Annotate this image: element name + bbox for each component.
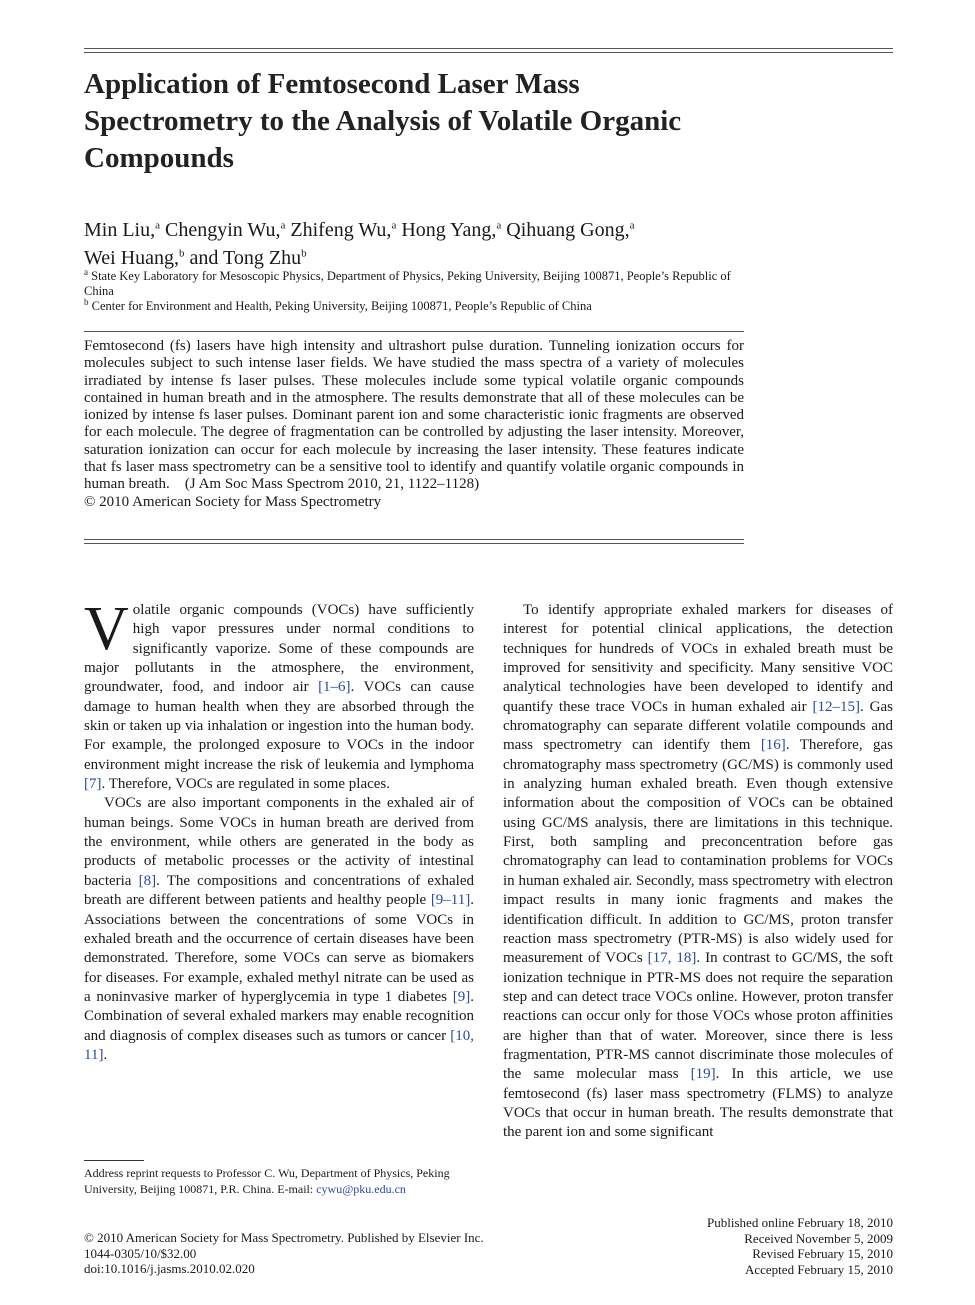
abstract-text: Femtosecond (fs) lasers have high intensity and ultrashort pulse duration. Tunneling ionization occurs for molecules subject to such intense laser fields. We have studied the mass spectra of a variety of molecules irradiated by intense fs laser pulses. These molecules include some typical volatile organic compounds contained in human breath and in the atmosphere. The results demonstrate that all of these molecules can be ionized by intense fs laser pulses. Dominant parent ion and some characteristic ionic fragments are observed for each molecule. The degree of fragmentation can be controlled by adjusting the laser intensity. Moreover, saturation ionization can occur for each molecule by increasing the laser intensity. These features indicate that fs laser mass spectrometry can be a sensitive tool to identify and quantify volatile organic compounds in human breath. [84,338,744,493]
author: and Tong Zhu$^b$ [189,247,307,270]
received-date: Received November 5, 2009 [744,1230,893,1246]
intro-paragraph-2 [84,794,474,1065]
dates-footer [593,1215,893,1277]
author: Qihuang Gong,$^a$ [506,218,635,241]
abstract-bottom-rule-2 [84,543,744,544]
citation-link[interactable]: [9–11] [430,892,471,909]
citation-link[interactable]: [16] [760,737,786,754]
abstract-copyright: © 2010 American Society for Mass Spectrometry [84,493,382,510]
abstract-top-rule [84,331,744,332]
author: Min Liu,$^a$ [84,218,161,241]
citation-link[interactable]: [1–6] [318,679,351,696]
affiliation-b: $^b$ Center for Environment and Health, Peking University, Beijing 100871, People’s Republic of China [84,297,592,314]
intro-paragraph-1 [84,595,474,794]
revised-date: Revised February 15, 2010 [752,1246,893,1261]
email-link[interactable]: cywu@pku.edu.cn [316,1181,406,1196]
author: Zhifeng Wu,$^a$ [290,218,397,241]
copyright-line: © 2010 American Society for Mass Spectrometry. Published by Elsevier Inc. [84,1230,484,1245]
body-text: . Gas chromatography can separate different volatile compounds and mass spectrometry can identify them [503,698,893,754]
author: Wei Huang,$^b$ [84,247,185,270]
body-text: . Therefore, gas chromatography mass spectrometry (GC/MS) is commonly used in analyzing human exhaled breath. Even though extensive information about the composition of VOCs can be obtained using GC/MS analysis, there are limitations in this technique. First, both sampling and preconcentration before gas chromatography can lead to contamination problems for VOCs in human exhaled air. Secondly, mass spectrometry with electron impact results in many ionic fragments and makes the identification difficult. In addition to GC/MS, proton transfer reaction mass spectrometry (PTR-MS) is also widely used for measurement of VOCs [503,737,893,967]
left-column [84,595,475,1065]
author-list [84,213,744,270]
body-text: . Therefore, VOCs are regulated in some places. [101,776,391,793]
top-rule-2 [84,52,893,53]
publisher-footer [84,1230,604,1277]
accepted-date: Accepted February 15, 2010 [744,1261,893,1277]
body-text: olatile organic compounds (VOCs) have sufficiently high vapor pressures under normal conditions to significantly vaporize. Some of these compounds are major pollutants in the atmosphere, the environment, groundwater, food, and indoor air [84,602,474,696]
drop-cap: V [84,595,129,663]
article-title: Application of Femtosecond Laser Mass Spectrometry to the Analysis of Volatile Organic Compounds [84,68,682,174]
body-text: . VOCs can cause damage to human health when they are absorbed through the skin or taken up via inhalation or ingestion into the human body. For example, the prolonged exposure to VOCs in the indoor environment might increase the risk of leukemia and lymphoma [84,679,474,773]
published-online-date: Published online February 18, 2010 [707,1215,893,1230]
author: Hong Yang,$^a$ [401,218,502,241]
issn-price: 1044-0305/10/$32.00 [84,1245,197,1261]
right-column [503,601,893,1143]
citation-link[interactable]: [10, 11] [84,1027,474,1063]
top-rule [84,48,893,49]
affiliation-a: $^a$ State Key Laboratory for Mesoscopic Physics, Department of Physics, Peking University, Beijing 100871, People’s Republic of China [84,267,731,299]
abstract [84,338,744,511]
body-text: . In contrast to GC/MS, the soft ionization technique in PTR-MS does not require the separation step and can detect trace VOCs online. However, proton transfer reactions can occur only for those VOCs whose proton affinities are higher than that of water. Moreover, since there is less fragmentation, PTR-MS cannot discriminate those molecules of the same molecular mass [503,950,893,1083]
body-text: . [103,1046,108,1063]
body-text: . Associations between the concentrations of some VOCs in exhaled breath and the occurrence of certain diseases have been demonstrated. Therefore, some VOCs can serve as biomakers for diseases. For example, exhaled methyl nitrate can be used as a noninvasive marker of hyperglycemia in type 1 diabetes [84,892,474,1005]
citation-link[interactable]: [19] [690,1066,716,1083]
citation-link[interactable]: [7] [84,776,102,793]
body-text: VOCs are also important components in the exhaled air of human beings. Some VOCs in human breath are derived from the environment, while others are generated in the body as products of metabolic processes or the activity of intestinal bacteria [84,795,474,889]
citation-link[interactable]: [17, 18] [647,950,697,967]
citation-link[interactable]: [12–15] [812,698,860,715]
body-text: . In this article, we use femtosecond (fs) laser mass spectrometry (FLMS) to analyze VOCs that occur in human breath. The results demonstrate that the parent ion and some significant [503,1066,893,1141]
abstract-bottom-rule [84,539,744,540]
journal-citation: (J Am Soc Mass Spectrom 2010, 21, 1122–1128) [184,476,480,493]
correspondence-footnote: Address reprint requests to Professor C. Wu, Department of Physics, Peking University, Beijing 100871, P.R. China. E-mail: cywu@pku.edu.cn [84,1166,450,1196]
author: Chengyin Wu,$^a$ [165,218,286,241]
citation-link[interactable]: [9] [452,988,471,1005]
citation-link[interactable]: [8] [138,872,157,889]
footnote-rule [84,1160,144,1161]
doi: doi:10.1016/j.jasms.2010.02.020 [84,1261,255,1276]
body-text: . The compositions and concentrations of exhaled breath are different between patients and healthy people [84,872,475,909]
body-text: . Combination of several exhaled markers may enable recognition and diagnosis of complex diseases such as tumors or cancer [84,988,474,1044]
intro-paragraph-3 [503,601,893,1143]
body-text: To identify appropriate exhaled markers for diseases of interest for potential clinical applications, the detection techniques for hundreds of VOCs in exhaled breath must be improved for sensitivity and specificity. Many sensitive VOC analytical technologies have been developed to identify and quantify these trace VOCs in human exhaled air [503,602,893,715]
